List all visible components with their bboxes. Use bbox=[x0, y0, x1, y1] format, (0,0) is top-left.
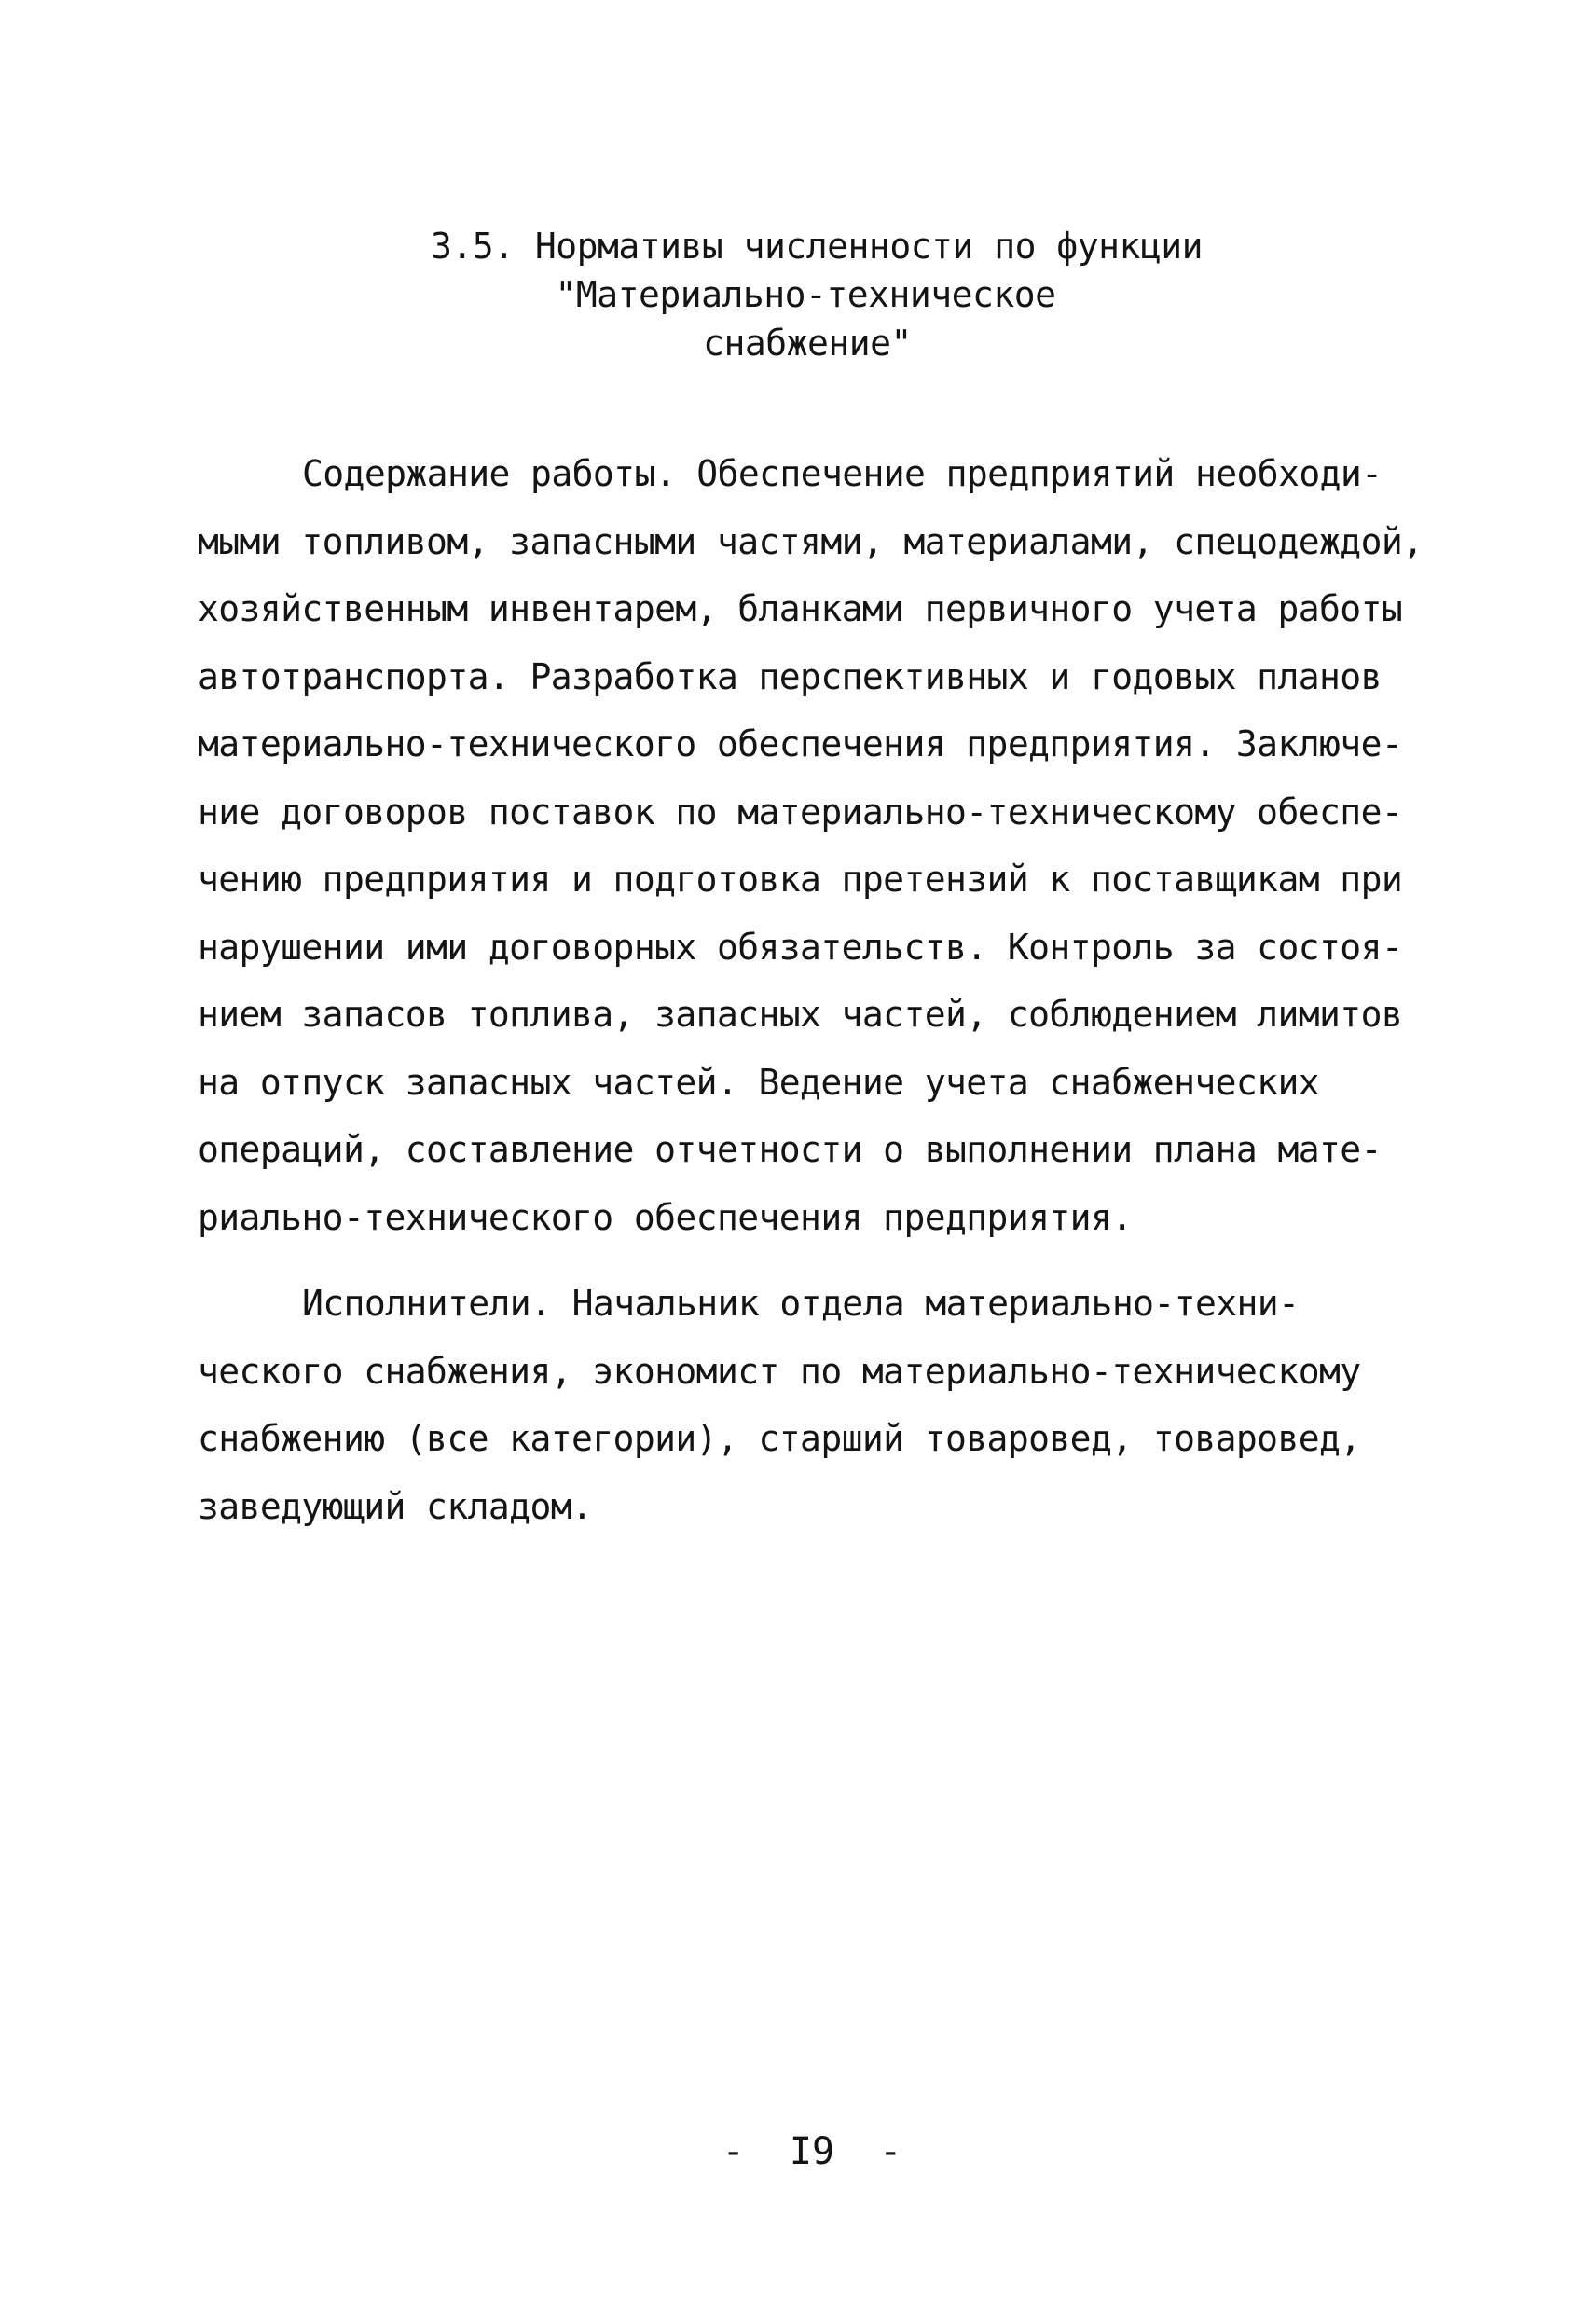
paragraph-line: материально-технического обеспечения предприятия. Заключе- bbox=[198, 723, 1403, 764]
paragraph-line: риально-технического обеспечения предприятия. bbox=[198, 1196, 1133, 1238]
paragraph-line: нием запасов топлива, запасных частей, соблюдением лимитов bbox=[198, 994, 1403, 1035]
paragraph-line: мыми топливом, запасными частями, материалами, спецодеждой, bbox=[198, 520, 1424, 562]
heading-line-2: "Материально-техническое bbox=[555, 274, 1056, 315]
heading-line-1: 3.5. Нормативы численности по функции bbox=[431, 226, 1203, 267]
paragraph-line: снабжению (все категории), старший товаровед, товаровед, bbox=[198, 1418, 1361, 1459]
work-content-paragraph bbox=[198, 440, 1424, 1251]
paragraph-line: автотранспорта. Разработка перспективных и годовых планов bbox=[198, 655, 1382, 697]
heading-line-3: снабжение" bbox=[703, 323, 912, 364]
section-heading bbox=[0, 222, 1596, 367]
paragraph-line: чению предприятия и подготовка претензий к поставщикам при bbox=[198, 859, 1403, 900]
paragraph-line: на отпуск запасных частей. Ведение учета снабженческих bbox=[198, 1061, 1320, 1103]
paragraph-line: операций, составление отчетности о выполнении плана мате- bbox=[198, 1129, 1382, 1170]
paragraph-line: ческого снабжения, экономист по материально-техническому bbox=[198, 1350, 1361, 1392]
paragraph-line: Содержание работы. Обеспечение предприятий необходи- bbox=[302, 453, 1383, 494]
performers-paragraph bbox=[198, 1270, 1410, 1540]
page-number: - I9 - bbox=[722, 2130, 902, 2173]
paragraph-line: нарушении ими договорных обязательств. Контроль за состоя- bbox=[198, 926, 1403, 968]
paragraph-line: Исполнители. Начальник отдела материально-техни- bbox=[302, 1283, 1300, 1324]
paragraph-line: хозяйственным инвентарем, бланками первичного учета работы bbox=[198, 588, 1403, 629]
paragraph-line: ние договоров поставок по материально-техническому обеспе- bbox=[198, 791, 1403, 833]
paragraph-line: заведующий складом. bbox=[198, 1485, 593, 1527]
